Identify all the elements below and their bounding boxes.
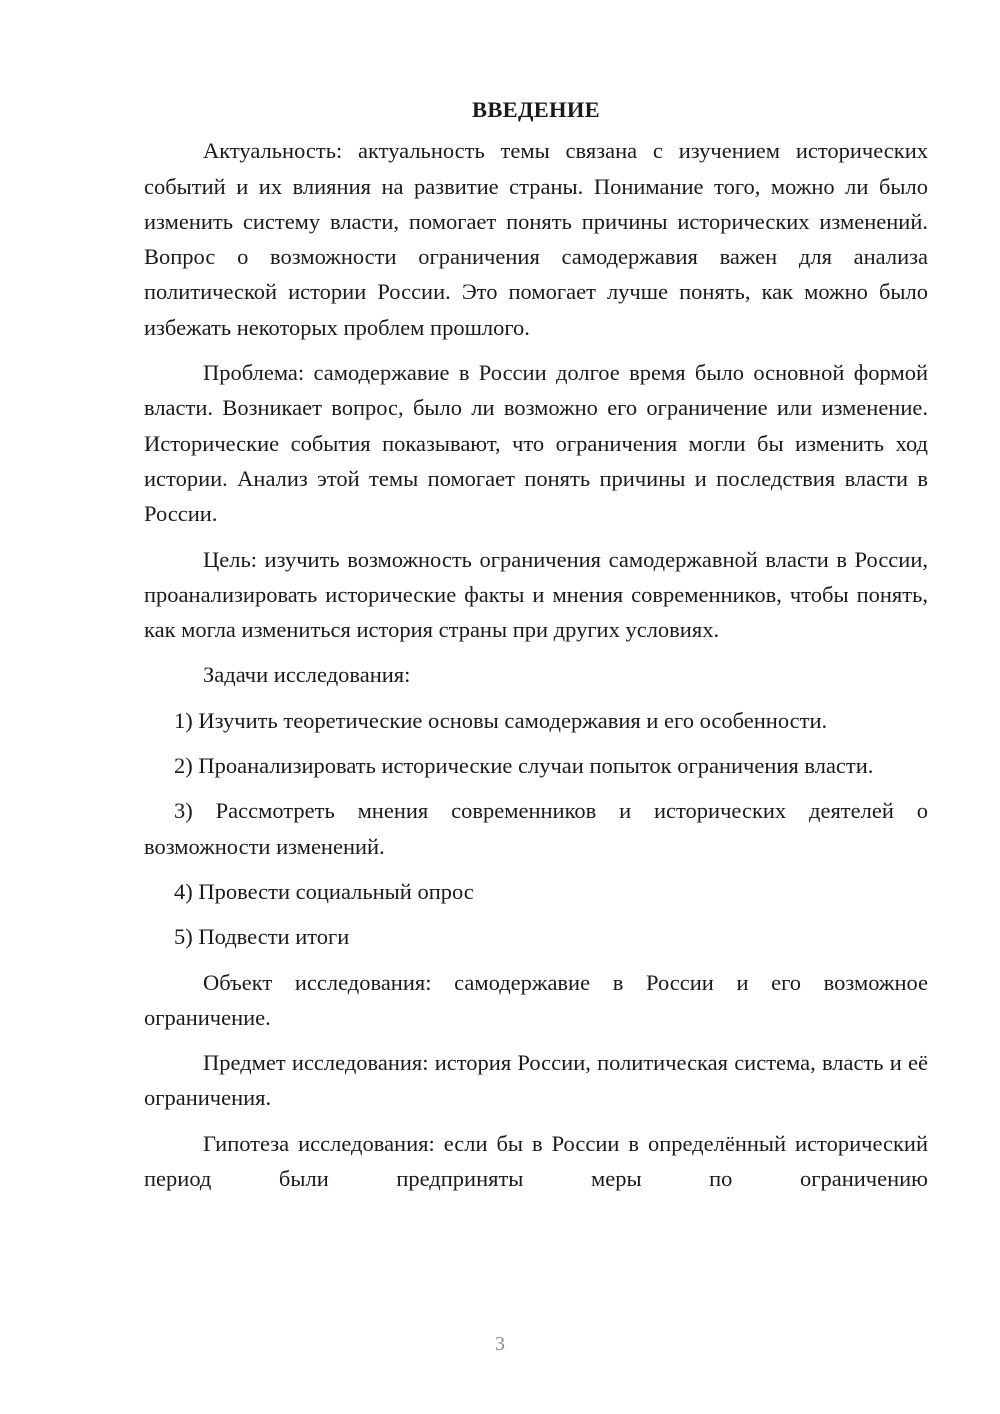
- paragraph-relevance: Актуальность: актуальность темы связана с изучением исторических событий и их влияния на развитие страны. Понимание того, можно ли было изменить систему власти, помогает понять причины исторических изменений. Вопрос о возможности ограничения самодержавия важен для анализа политической истории России. Это помогает лучше понять, как можно было избежать некоторых проблем прошлого.: [144, 138, 928, 340]
- task-item-5: 5) Подвести итоги: [174, 924, 350, 950]
- page-number: 3: [495, 1333, 505, 1355]
- paragraph-goal: Цель: изучить возможность ограничения самодержавной власти в России, проанализировать исторические факты и мнения современников, чтобы понять, как могла измениться история страны при других условиях.: [144, 546, 928, 643]
- section-title: ВВЕДЕНИЕ: [472, 97, 600, 122]
- paragraph-subject: Предмет исследования: история России, политическая система, власть и её ограничения.: [144, 1050, 928, 1111]
- task-item-2: 2) Проанализировать исторические случаи попыток ограничения власти.: [174, 753, 874, 779]
- paragraph-object: Объект исследования: самодержавие в России и его возможное ограничение.: [144, 969, 928, 1030]
- task-item-3: 3) Рассмотреть мнения современников и исторических деятелей о возможности изменений.: [144, 798, 928, 859]
- paragraph-problem: Проблема: самодержавие в России долгое время было основной формой власти. Возникает вопрос, было ли возможно его ограничение или изменение. Исторические события показывают, что ограничения могли бы изменить ход истории. Анализ этой темы помогает понять причины и последствия власти в России.: [144, 360, 928, 527]
- page-body: [144, 92, 928, 1206]
- tasks-heading: Задачи исследования:: [203, 662, 411, 688]
- task-item-4: 4) Провести социальный опрос: [174, 878, 474, 904]
- paragraph-hypothesis: Гипотеза исследования: если бы в России в определённый исторический период были предприняты меры по ограничению: [144, 1130, 928, 1192]
- task-item-1: 1) Изучить теоретические основы самодержавия и его особенности.: [174, 707, 828, 733]
